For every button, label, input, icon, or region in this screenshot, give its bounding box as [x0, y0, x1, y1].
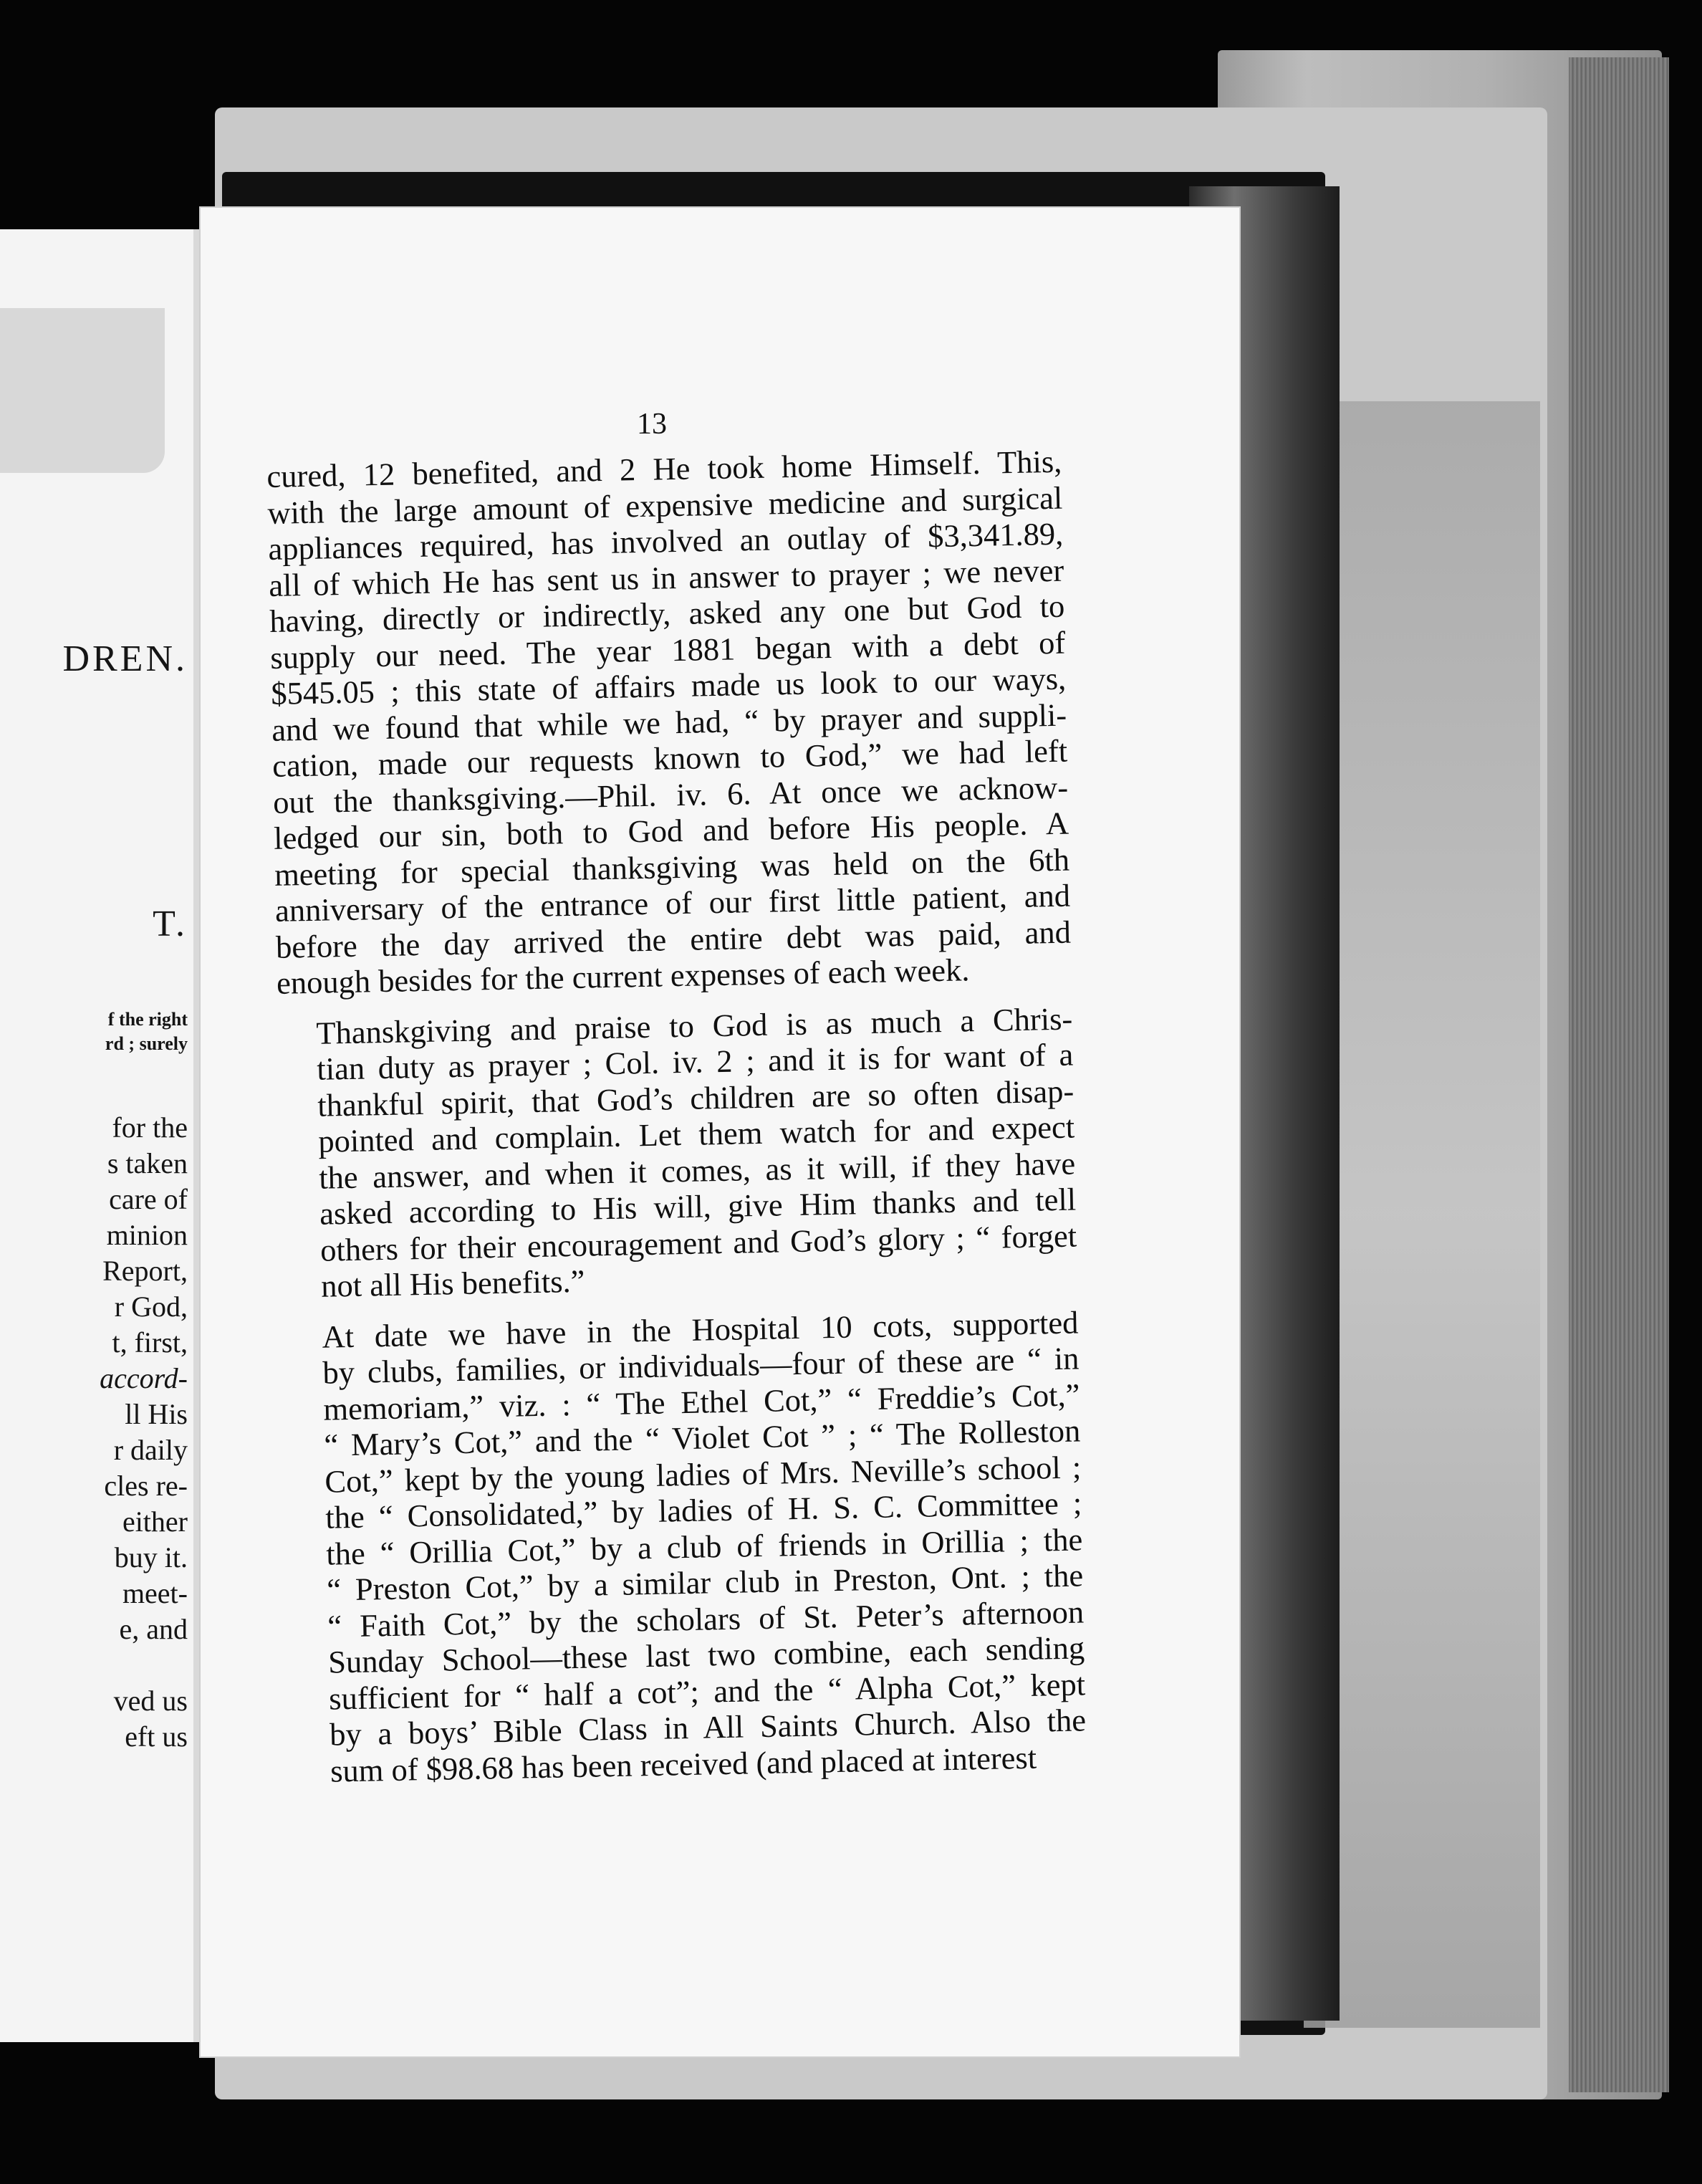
text-line: not all His benefits.”	[320, 1263, 585, 1304]
left-page-line: r God,	[114, 1290, 188, 1323]
left-page-line: r daily	[113, 1434, 188, 1466]
text-line: cation, made our requests known to God,” we had left	[271, 732, 1068, 784]
text-line: Cot,” kept by the young ladies of Mrs. Neville’s school ;	[324, 1448, 1082, 1500]
left-page-line: ll His	[125, 1398, 188, 1430]
text-line: “ Mary’s Cot,” and the “ Violet Cot ” ; “ The Rolleston	[323, 1412, 1081, 1463]
left-page-heading: DREN.	[62, 638, 188, 679]
text-line: the answer, and when it comes, as it will, if they have	[318, 1145, 1076, 1196]
paragraph	[266, 444, 1072, 1002]
paragraph	[283, 1304, 1087, 1790]
left-page-line: buy it.	[114, 1541, 188, 1574]
text-line: ledged our sin, both to God and before His people. A	[273, 805, 1069, 856]
text-line: memoriam,” viz. : “ The Ethel Cot,” “ Freddie’s Cot,”	[322, 1376, 1080, 1427]
left-page-line: minion	[106, 1219, 188, 1251]
text-line: before the day arrived the entire debt was paid, and	[275, 914, 1072, 965]
left-page-note: rd ; surely	[105, 1033, 188, 1054]
text-line: appliances required, has involved an outlay of $3,341.89,	[267, 515, 1064, 567]
text-line: by clubs, families, or individuals—four of these are “ in	[322, 1340, 1080, 1391]
text-line: with the large amount of expensive medicine and surgical	[266, 479, 1063, 531]
page-body	[266, 444, 1087, 1790]
text-line: supply our need. The year 1881 began with a debt of	[269, 624, 1066, 676]
text-line: out the thanksgiving.—Phil. iv. 6. At once we acknow-	[272, 769, 1069, 820]
left-page-line: e, and	[119, 1613, 188, 1645]
left-page-line: t, first,	[112, 1326, 188, 1359]
left-page-line: eft us	[125, 1720, 188, 1753]
left-page-line: accord-	[100, 1362, 188, 1394]
text-line: all of which He has sent us in answer to prayer ; we never	[268, 552, 1064, 603]
text-line: asked according to His will, give Him thanks and tell	[319, 1181, 1077, 1232]
text-line: thankful spirit, that God’s children are so often disap-	[317, 1073, 1074, 1124]
text-line: Thanskgiving and praise to God is as much a Chris-	[315, 1000, 1073, 1051]
page-number: 13	[637, 408, 667, 441]
text-line: the “ Orillia Cot,” by a club of friends in Orillia ; the	[325, 1520, 1083, 1572]
left-facing-page	[0, 229, 201, 2042]
left-page-corner	[0, 308, 165, 473]
text-line: anniversary of the entrance of our first little patient, and	[274, 877, 1071, 929]
text-line: “ Faith Cot,” by the scholars of St. Peter’s afternoon	[327, 1593, 1085, 1644]
left-page-line: cles re-	[104, 1470, 188, 1502]
left-page-line: ved us	[113, 1685, 188, 1717]
text-line: meeting for special thanksgiving was held on the 6th	[274, 841, 1070, 893]
text-line: “ Preston Cot,” by a similar club in Preston, Ont. ; the	[326, 1557, 1084, 1608]
text-line: At date we have in the Hospital 10 cots, supported	[322, 1303, 1079, 1355]
text-line: sum of $98.68 has been received (and placed at interest	[330, 1739, 1037, 1789]
left-page-note: f the right	[107, 1009, 188, 1030]
text-line: pointed and complain. Let them watch for and expect	[317, 1108, 1075, 1159]
text-line: the “ Consolidated,” by ladies of H. S. C. Committee ;	[324, 1485, 1082, 1536]
left-page-line: either	[122, 1505, 188, 1538]
text-line: cured, 12 benefited, and 2 He took home Himself. This,	[266, 443, 1062, 494]
text-line: having, directly or indirectly, asked any one but God to	[269, 588, 1065, 639]
paragraph	[277, 1000, 1078, 1305]
text-line: Sunday School—these last two combine, each sending	[327, 1629, 1085, 1680]
text-line: by a boys’ Bible Class in All Saints Church. Also the	[329, 1702, 1087, 1753]
text-line: and we found that while we had, “ by prayer and suppli-	[271, 696, 1067, 748]
left-page-line: Report,	[102, 1255, 188, 1287]
text-line: tian duty as prayer ; Col. iv. 2 ; and it is for want of a	[316, 1036, 1074, 1087]
left-page-line: for the	[112, 1111, 188, 1144]
left-page-line: s taken	[107, 1147, 188, 1179]
text-line: enough besides for the current expenses of each week.	[276, 952, 970, 1001]
text-line: $545.05 ; this state of affairs made us look to our ways,	[270, 660, 1067, 712]
text-line: sufficient for “ half a cot”; and the “ Alpha Cot,” kept	[328, 1665, 1086, 1717]
text-line: others for their encouragement and God’s glory ; “ forget	[319, 1217, 1077, 1268]
book-fore-edge	[1569, 57, 1669, 2092]
left-page-line: meet-	[122, 1577, 188, 1609]
left-page-letter: T.	[153, 904, 188, 944]
left-page-line: care of	[109, 1183, 188, 1215]
